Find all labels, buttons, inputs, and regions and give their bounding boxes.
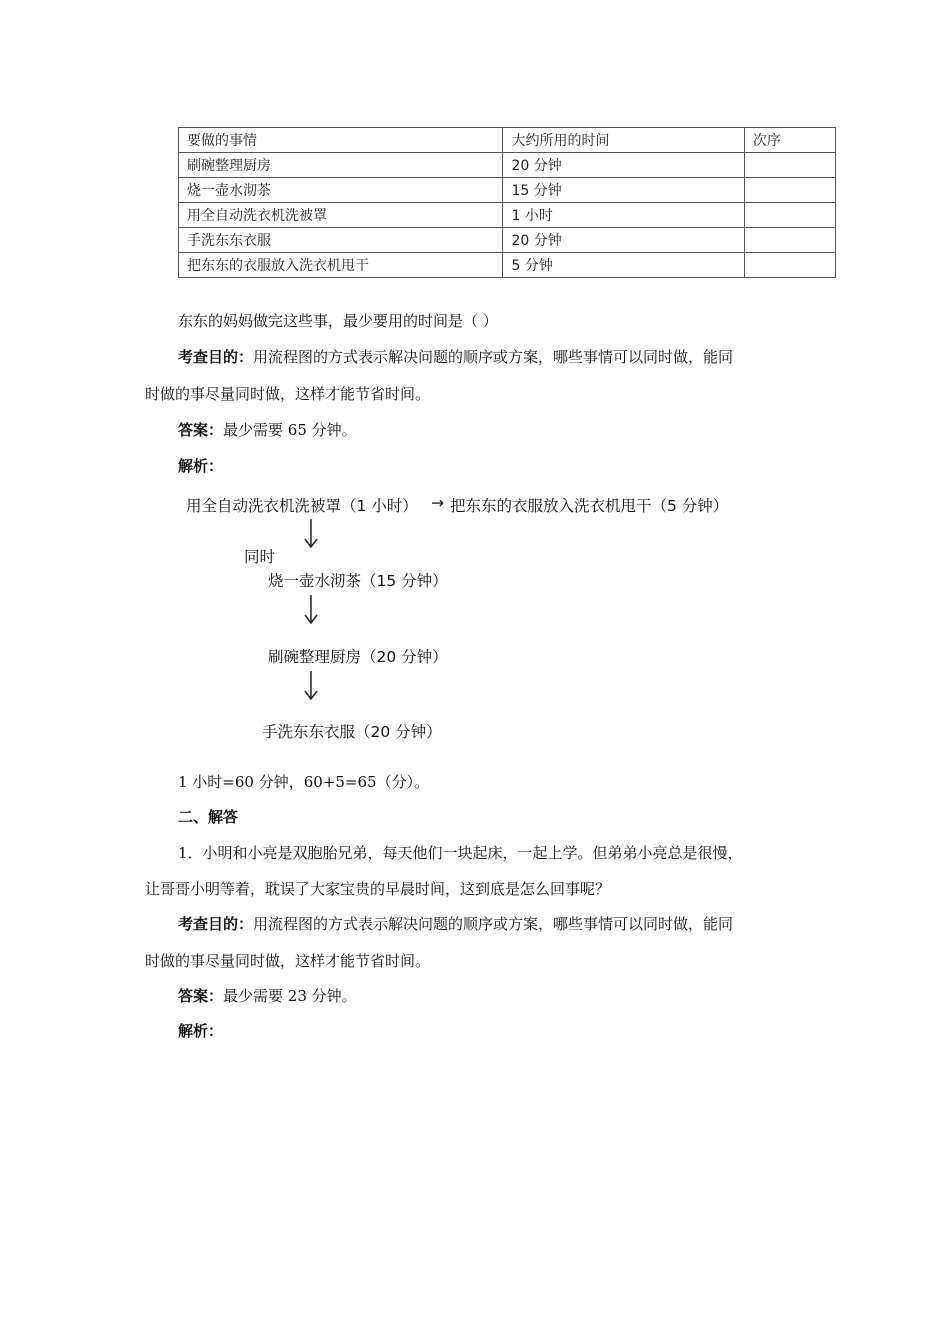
answer-label: 答案： — [178, 421, 224, 439]
table-cell: 把东东的衣服放入洗衣机甩干 — [179, 253, 503, 278]
table-header-cell: 要做的事情 — [179, 128, 503, 153]
table-cell: 手洗东东衣服 — [179, 228, 503, 253]
s2-purpose-line1 — [178, 913, 733, 935]
flow-step-4: 刷碗整理厨房（20 分钟） — [268, 648, 448, 666]
table-cell — [744, 253, 835, 278]
s2-answer — [178, 985, 357, 1007]
flow-step-5: 手洗东东衣服（20 分钟） — [262, 723, 442, 741]
answer-label: 答案： — [178, 987, 224, 1005]
table-row — [179, 228, 836, 253]
table-row — [179, 253, 836, 278]
table-cell — [744, 153, 835, 178]
table-row — [179, 178, 836, 203]
q1-analysis-label: 解析： — [178, 457, 224, 475]
q1-question: 东东的妈妈做完这些事，最少要用的时间是（ ） — [178, 312, 498, 330]
table-cell — [744, 203, 835, 228]
q1-purpose-line1 — [178, 346, 733, 368]
table-header-cell: 大约所用的时间 — [503, 128, 744, 153]
purpose-text: 用流程图的方式表示解决问题的顺序或方案，哪些事情可以同时做，能同 — [253, 915, 734, 933]
s2-purpose-line2: 时做的事尽量同时做，这样才能节省时间。 — [145, 952, 431, 970]
purpose-text: 用流程图的方式表示解决问题的顺序或方案，哪些事情可以同时做，能同 — [253, 348, 734, 366]
table-cell: 20 分钟 — [503, 228, 744, 253]
task-table — [178, 127, 836, 278]
purpose-label: 考查目的： — [178, 348, 254, 366]
arrow-down-icon — [302, 518, 320, 550]
table-row — [179, 203, 836, 228]
flow-arrow-right: → — [431, 494, 444, 512]
table-row — [179, 153, 836, 178]
table-header-cell: 次序 — [744, 128, 835, 153]
answer-text: 最少需要 23 分钟。 — [223, 987, 357, 1005]
arrow-down-icon — [302, 670, 320, 702]
section-heading: 二、解答 — [178, 808, 239, 826]
q1-purpose-line2: 时做的事尽量同时做，这样才能节省时间。 — [145, 385, 431, 403]
table-cell: 刷碗整理厨房 — [179, 153, 503, 178]
table-cell — [744, 228, 835, 253]
flow-step-1: 用全自动洗衣机洗被罩（1 小时） — [186, 497, 418, 515]
purpose-label: 考查目的： — [178, 915, 254, 933]
table-cell — [744, 178, 835, 203]
table-cell: 5 分钟 — [503, 253, 744, 278]
arrow-down-icon — [302, 594, 320, 626]
s2-question-line1: 1．小明和小亮是双胞胎兄弟，每天他们一块起床，一起上学。但弟弟小亮总是很慢， — [178, 844, 743, 862]
q1-answer — [178, 419, 357, 441]
table-cell: 用全自动洗衣机洗被罩 — [179, 203, 503, 228]
flow-step-3: 烧一壶水沏茶（15 分钟） — [268, 572, 448, 590]
table-cell: 1 小时 — [503, 203, 744, 228]
answer-text: 最少需要 65 分钟。 — [223, 421, 357, 439]
table-header-row — [179, 128, 836, 153]
flow-simultaneous-label: 同时 — [244, 548, 276, 566]
s2-analysis-label: 解析： — [178, 1022, 224, 1040]
q1-calculation: 1 小时=60 分钟，60+5=65（分）。 — [178, 773, 430, 791]
flow-step-2: 把东东的衣服放入洗衣机甩干（5 分钟） — [450, 497, 729, 515]
table-cell: 15 分钟 — [503, 178, 744, 203]
table-cell: 20 分钟 — [503, 153, 744, 178]
s2-question-line2: 让哥哥小明等着，耽误了大家宝贵的早晨时间，这到底是怎么回事呢？ — [145, 880, 611, 898]
table-cell: 烧一壶水沏茶 — [179, 178, 503, 203]
